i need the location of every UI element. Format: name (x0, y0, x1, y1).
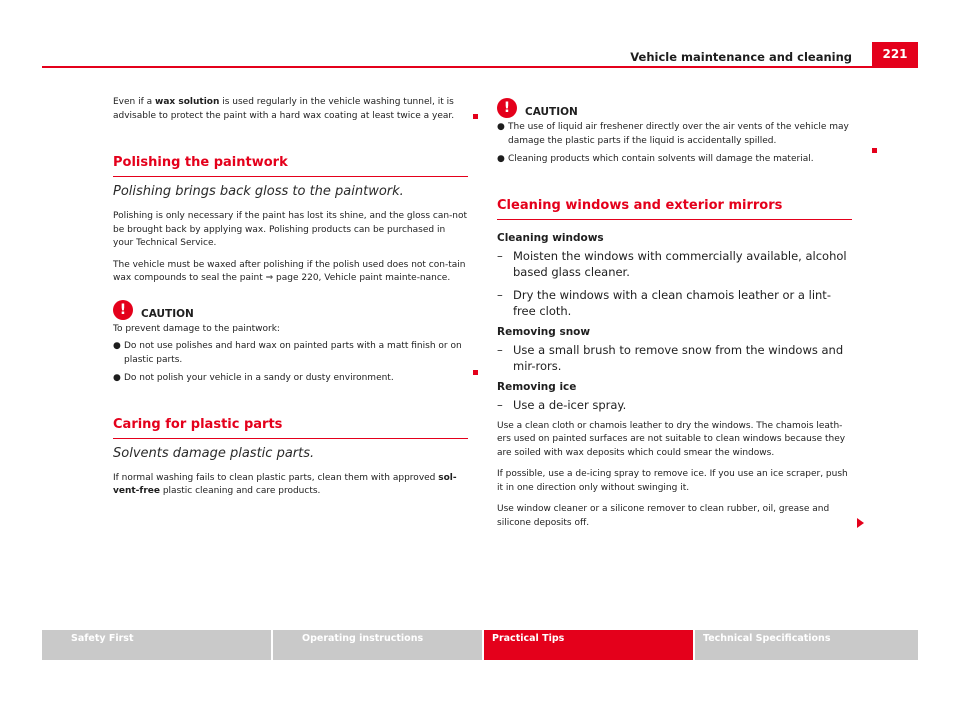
caution-header (113, 300, 468, 320)
page-number: 221 (872, 42, 918, 66)
bullet-icon: ● (113, 341, 121, 351)
warning-icon: ! (497, 98, 517, 118)
subhead-removing-ice: Removing ice (497, 380, 577, 393)
footer-tab-operating-instructions[interactable] (273, 630, 482, 660)
step-item (497, 342, 852, 374)
running-header: Vehicle maintenance and cleaning (630, 50, 852, 64)
dash-marker: – (497, 397, 503, 412)
plastic-paragraph (113, 472, 468, 499)
bullet-icon: ● (497, 122, 505, 132)
subhead-cleaning-windows: Cleaning windows (497, 231, 604, 244)
continue-arrow-icon (857, 518, 864, 528)
caution-item (497, 121, 852, 148)
caution-item-text: The use of liquid air freshener directly over the air vents of the vehicle may damage the plastic parts if the liquid is accidentally spilled. (508, 122, 849, 146)
step-item (497, 248, 852, 280)
lead-plastic: Solvents damage plastic parts. (113, 445, 315, 461)
polishing-paragraph-1: Polishing is only necessary if the paint has lost its shine, and the gloss can-not be brought back by applying wax. Polishing products can be purchased in your Technical Service. (113, 211, 468, 248)
footer-tab-safety-first[interactable] (42, 630, 271, 660)
warning-icon: ! (113, 300, 133, 320)
step-text: Dry the windows with a clean chamois leather or a lint-free cloth. (513, 287, 831, 318)
caution-item-text: Do not use polishes and hard wax on painted parts with a matt finish or on plastic parts. (124, 341, 462, 365)
caution-item-text: Do not polish your vehicle in a sandy or dusty environment. (124, 373, 394, 383)
dash-marker: – (497, 248, 503, 263)
dash-marker: – (497, 342, 503, 357)
subhead-removing-snow: Removing snow (497, 325, 591, 338)
caution-header (497, 98, 852, 118)
plastic-text: If normal washing fails to clean plastic parts, clean them with approved (113, 472, 439, 483)
caution-label: CAUTION (141, 307, 194, 320)
heading-windows: Cleaning windows and exterior mirrors (497, 198, 852, 220)
section-end-marker (473, 114, 478, 119)
footer-tab-label: Operating instructions (302, 633, 424, 644)
right-column (497, 98, 852, 538)
caution-intro: To prevent damage to the paintwork: (113, 323, 280, 334)
header-rule (42, 66, 918, 68)
step-item (497, 287, 852, 319)
step-item (497, 397, 852, 413)
lead-polishing: Polishing brings back gloss to the paintwork. (113, 184, 404, 199)
intro-text: Even if a (113, 97, 156, 107)
footer-tab-label: Practical Tips (492, 633, 565, 644)
windows-paragraph-3-text: Use window cleaner or a silicone remover to clean rubber, oil, grease and silicone deposits off. (497, 504, 830, 528)
section-end-marker (872, 148, 877, 153)
intro-text-end: is used regularly in the vehicle washing tunnel, it is advisable to protect the paint with a hard wax coating at least twice a year. (113, 97, 455, 121)
intro-paragraph (113, 96, 468, 123)
caution-label: CAUTION (525, 106, 578, 118)
plastic-text-end: plastic cleaning and care products. (159, 486, 321, 496)
step-text: Moisten the windows with commercially available, alcohol based glass cleaner. (513, 248, 847, 279)
caution-item (113, 340, 468, 367)
caution-item-text: Cleaning products which contain solvents will damage the material. (508, 154, 814, 164)
intro-keyword: wax solution (155, 97, 220, 107)
windows-paragraph-1: Use a clean cloth or chamois leather to dry the windows. The chamois leath-ers used on painted surfaces are not suitable to clean windows because they are soiled with wax deposits which could smear the windows. (497, 420, 846, 458)
plastic-keyword: sol-vent-free (113, 472, 457, 496)
dash-marker: – (497, 287, 503, 302)
bullet-icon: ● (497, 154, 505, 164)
caution-item (497, 153, 852, 167)
windows-paragraph-3 (497, 503, 852, 530)
section-end-marker (473, 370, 478, 375)
step-text: Use a de-icer spray. (513, 397, 627, 412)
windows-paragraph-2: If possible, use a de-icing spray to remove ice. If you use an ice scraper, push it in one direction only without swinging it. (497, 469, 848, 493)
caution-item (113, 372, 468, 386)
footer-tab-practical-tips[interactable] (484, 630, 693, 660)
footer-tab-label: Safety First (71, 633, 134, 644)
polishing-paragraph-2: The vehicle must be waxed after polishing if the polish used does not con-tain wax compounds to seal the paint ⇒ page 220, Vehicle paint mainte-nance. (113, 259, 466, 283)
left-column (113, 96, 468, 507)
heading-plastic: Caring for plastic parts (113, 417, 468, 439)
footer-tab-technical-specifications[interactable] (695, 630, 918, 660)
bullet-icon: ● (113, 373, 121, 383)
heading-polishing: Polishing the paintwork (113, 155, 468, 177)
step-text: Use a small brush to remove snow from the windows and mir-rors. (513, 342, 844, 373)
footer-tab-label: Technical Specifications (703, 633, 831, 644)
